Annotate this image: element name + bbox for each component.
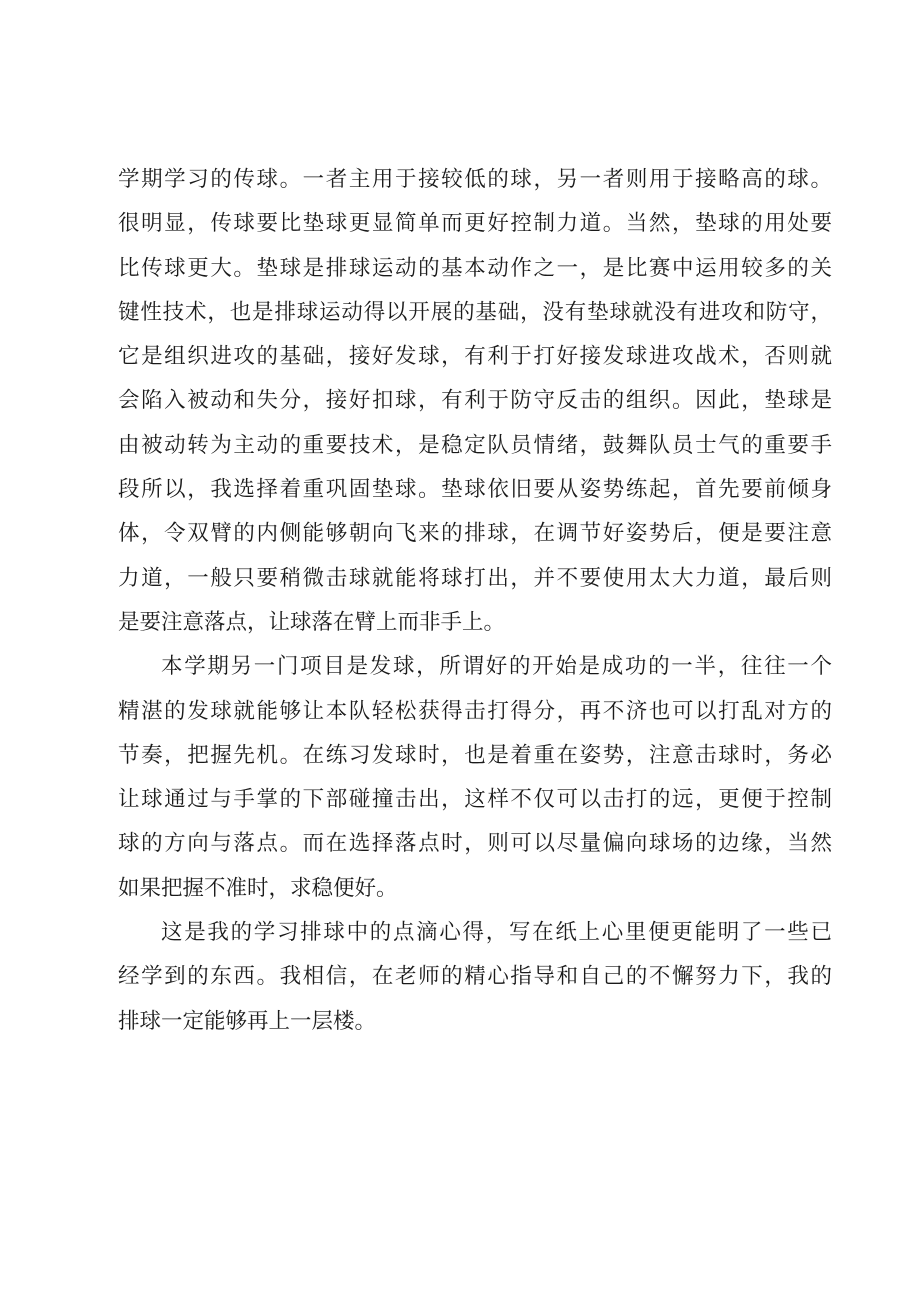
text-line: 精湛的发球就能够让本队轻松获得击打得分，再不济也可以打乱对方的 [118,698,832,724]
text-line: 球的方向与落点。而在选择落点时，则可以尽量偏向球场的边缘，当然 [118,831,832,857]
text-line: 会陷入被动和失分，接好扣球，有利于防守反击的组织。因此，垫球是 [118,388,832,414]
text-line: 比传球更大。垫球是排球运动的基本动作之一，是比赛中运用较多的关 [118,255,832,281]
text-line: 键性技术，也是排球运动得以开展的基础，没有垫球就没有进攻和防守， [118,299,832,325]
text-line: 排球一定能够再上一层楼。 [118,1008,377,1034]
text-line: 本学期另一门项目是发球，所谓好的开始是成功的一半，往往一个 [161,654,832,680]
text-line: 由被动转为主动的重要技术，是稳定队员情绪，鼓舞队员士气的重要手 [118,432,832,458]
text-line: 学期学习的传球。一者主用于接较低的球，另一者则用于接略高的球。 [118,167,832,192]
text-line: 是要注意落点，让球落在臂上而非手上。 [118,609,506,635]
text-line: 让球通过与手掌的下部碰撞击出，这样不仅可以击打的远，更便于控制 [118,787,832,813]
document-body [118,158,832,1044]
text-line: 经学到的东西。我相信，在老师的精心指导和自己的不懈努力下，我的 [118,964,832,990]
text-line: 体，令双臂的内侧能够朝向飞来的排球，在调节好姿势后，便是要注意 [118,521,832,547]
paragraph-3 [118,911,832,1044]
paragraph-1 [118,158,832,645]
text-line: 它是组织进攻的基础，接好发球，有利于打好接发球进攻战术，否则就 [118,344,832,370]
text-line: 力道，一般只要稍微击球就能将球打出，并不要使用太大力道，最后则 [118,565,832,591]
text-line: 如果把握不准时，求稳便好。 [118,875,398,901]
text-line: 很明显，传球要比垫球更显简单而更好控制力道。当然，垫球的用处要 [118,211,832,237]
text-line: 这是我的学习排球中的点滴心得，写在纸上心里便更能明了一些已 [161,920,832,946]
text-line: 节奏，把握先机。在练习发球时，也是着重在姿势，注意击球时，务必 [118,742,832,768]
paragraph-2 [118,645,832,911]
text-line: 段所以，我选择着重巩固垫球。垫球依旧要从姿势练起，首先要前倾身 [118,477,832,503]
